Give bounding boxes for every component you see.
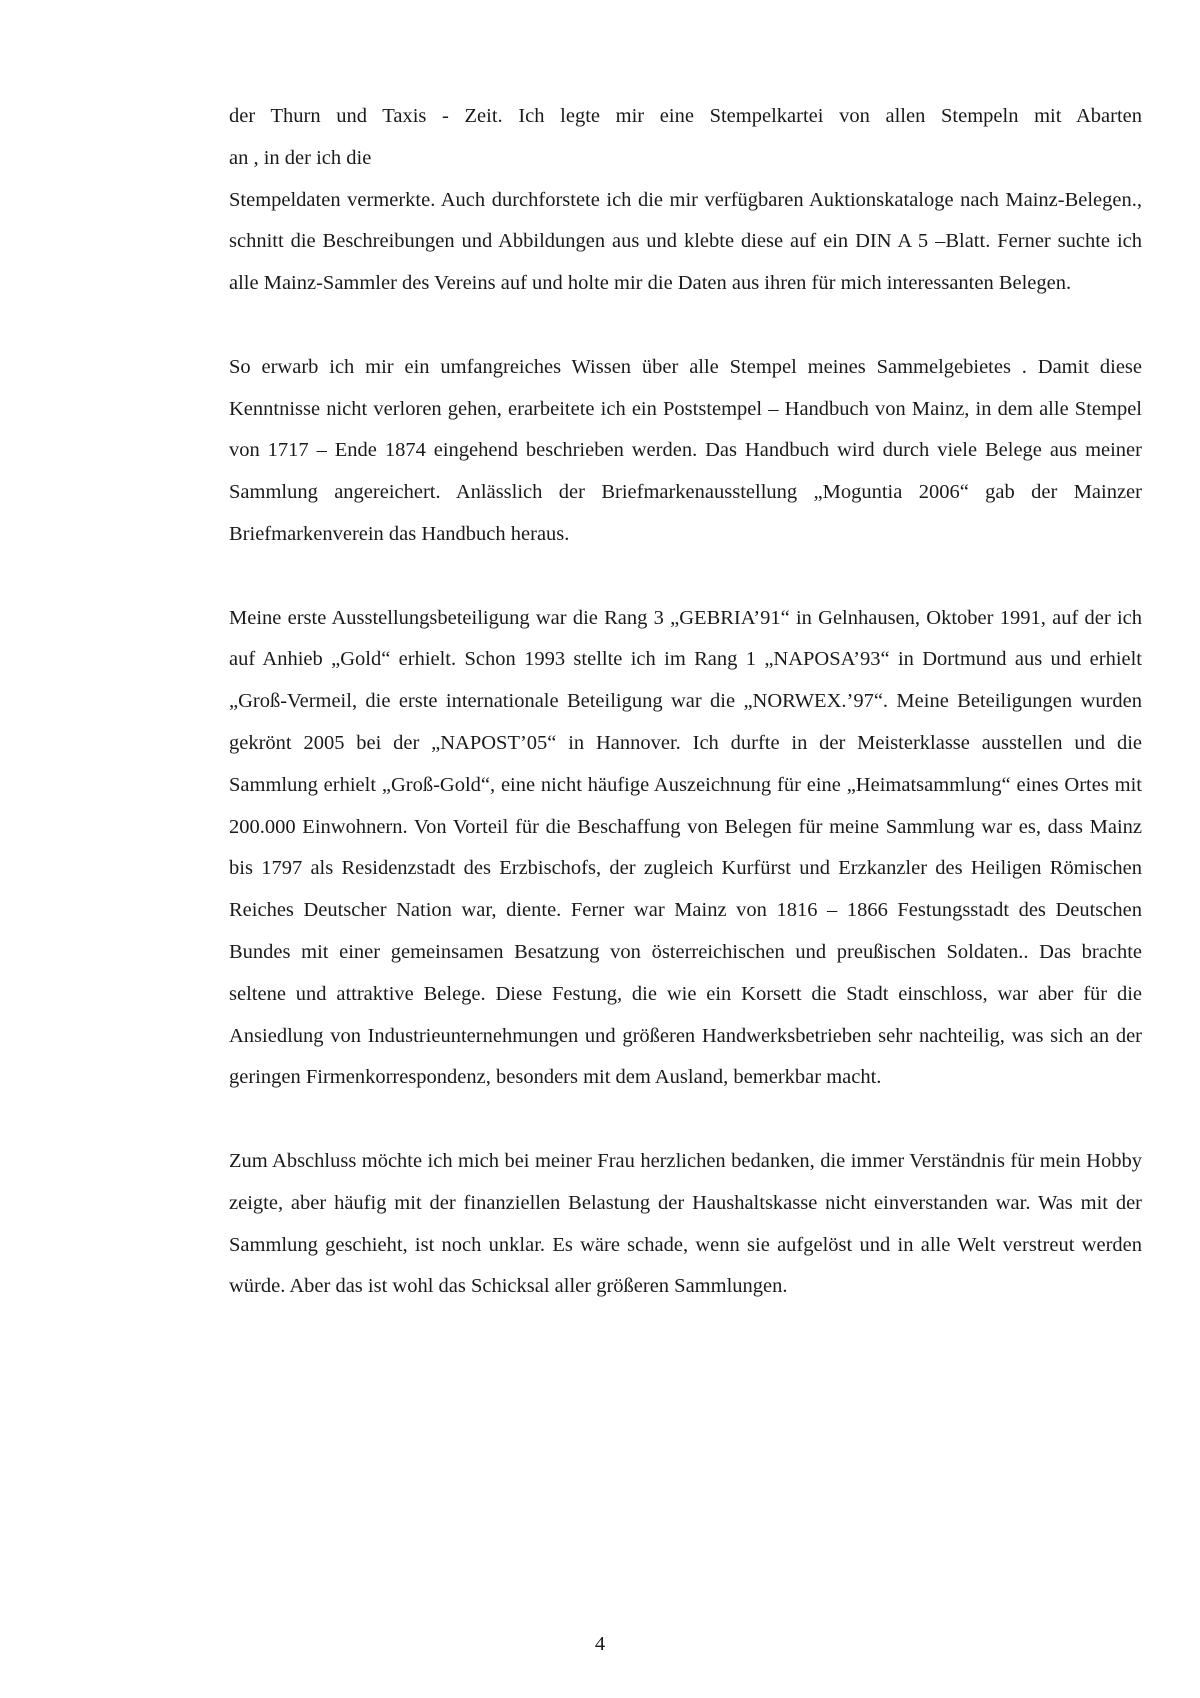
paragraph-4: Zum Abschluss möchte ich mich bei meiner Frau herzlichen bedanken, die immer Verständnis für mein Hobby zeigte, aber häufig mit der finanziellen Belastung der Haushaltskasse nicht einverstanden war. Was mit der Sammlung geschieht, ist noch unklar. Es wäre schade, wenn sie aufgelöst und in alle Welt verstreut werden würde. Aber das ist wohl das Schicksal aller größeren Sammlungen. [229,1149,1142,1298]
body-text [229,96,1142,1350]
page-number: 4 [594,1633,606,1655]
text-line: der Thurn und Taxis - Zeit. Ich legte mir eine Stempelkartei von allen Stempeln mit Abarten [229,105,1142,127]
paragraph-1-head [229,96,1142,180]
text-line: an , in der ich die [229,146,372,169]
paragraph-2: So erwarb ich mir ein umfangreiches Wissen über alle Stempel meines Sammelgebietes . Damit diese Kenntnisse nicht verloren gehen, erarbeitete ich ein Poststempel – Handbuch von Mainz, in dem alle Stempel von 1717 – Ende 1874 eingehend beschrieben werden. Das Handbuch wird durch viele Belege aus meiner Sammlung angereichert. Anlässlich der Briefmarkenausstellung „Moguntia 2006“ gab der Mainzer Briefmarkenverein das Handbuch heraus. [229,355,1142,545]
paragraph-3: Meine erste Ausstellungsbeteiligung war die Rang 3 „GEBRIA’91“ in Gelnhausen, Oktober 1991, auf der ich auf Anhieb „Gold“ erhielt. Schon 1993 stellte ich im Rang 1 „NAPOSA’93“ in Dortmund aus und erhielt „Groß-Vermeil, die erste internationale Beteiligung war die „NORWEX.’97“. Meine Beteiligungen wurden gekrönt 2005 bei der „NAPOST’05“ in Hannover. Ich durfte in der Meisterklasse ausstellen und die Sammlung erhielt „Groß-Gold“, eine nicht häufige Auszeichnung für eine „Heimatsammlung“ eines Ortes mit 200.000 Einwohnern. Von Vorteil für die Beschaffung von Belegen für meine Sammlung war es, dass Mainz bis 1797 als Residenzstadt des Erzbischofs, der zugleich Kurfürst und Erzkanzler des Heiligen Römischen Reiches Deutscher Nation war, diente. Ferner war Mainz von 1816 – 1866 Festungsstadt des Deutschen Bundes mit einer gemeinsamen Besatzung von österreichischen und preußischen Soldaten.. Das brachte seltene und attraktive Belege. Diese Festung, die wie ein Korsett die Stadt einschloss, war aber für die Ansiedlung von Industrieunternehmungen und größeren Handwerksbetrieben sehr nachteilig, was sich an der geringen Firmenkorrespondenz, besonders mit dem Ausland, bemerkbar macht. [229,606,1142,1089]
paragraph-1: Stempeldaten vermerkte. Auch durchforstete ich die mir verfügbaren Auktionskataloge nach Mainz-Belegen., schnitt die Beschreibungen und Abbildungen aus und klebte diese auf ein DIN A 5 –Blatt. Ferner suchte ich alle Mainz-Sammler des Vereins auf und holte mir die Daten aus ihren für mich interessanten Belegen. [229,188,1142,295]
